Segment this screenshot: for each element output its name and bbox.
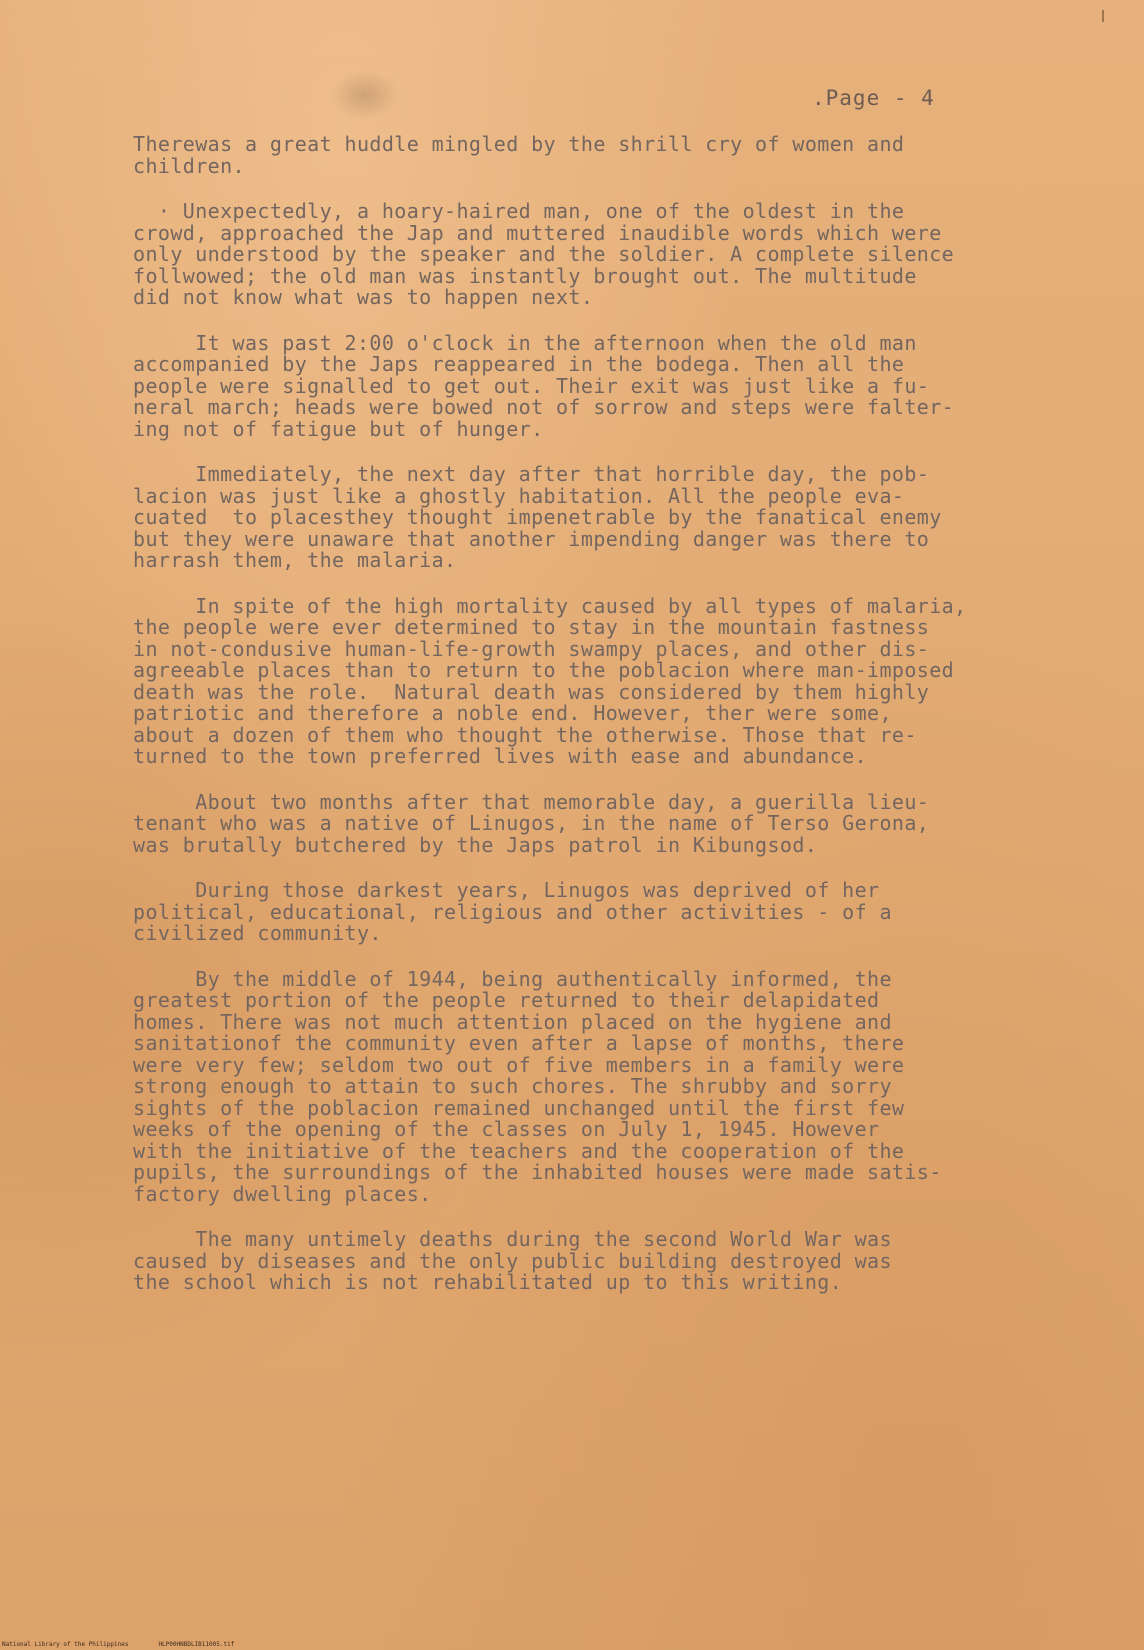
text-line: ing not of fatigue but of hunger. [133,416,544,441]
paragraph [133,464,1123,572]
text-line: During those darkest years, Linugos was deprived of her [133,878,880,902]
text-line: It was past 2:00 o'clock in the afternoon when the old man [133,330,917,355]
paragraph [133,201,1123,309]
text-line: follwowed; the old man was instantly brought out. The multitude [133,263,917,288]
footer-library: National Library of the Philippines [2,1641,129,1648]
text-line: By the middle of 1944, being authentically informed, the [133,966,892,991]
text-line: about a dozen of them who thought the otherwise. Those that re- [133,722,917,747]
text-line: sanitationof the community even after a lapse of months, there [133,1031,905,1055]
text-line: weeks of the opening of the classes on July 1, 1945. However [133,1117,880,1141]
text-line: people were signalled to get out. Their exit was just like a fu- [133,373,930,398]
scan-footer [2,1641,264,1648]
page-number: .Page - 4 [812,86,935,110]
text-line: homes. There was not much attention placed on the hygiene and [133,1009,892,1034]
text-line: strong enough to attain to such chores. The shrubby and sorry [133,1074,892,1098]
text-line: political, educational, religious and other activities - of a [133,899,892,924]
paragraph [133,330,1123,441]
text-line: accompanied by the Japs reappeared in the bodega. Then all the [133,352,905,376]
text-line: patriotic and therefore a noble end. However, ther were some, [133,701,892,725]
text-line: greatest portion of the people returned to their delapidated [133,988,880,1012]
text-line: in not-condusive human-life-growth swampy places, and other dis- [133,636,930,661]
text-line: The many untimely deaths during the second World War was [133,1227,892,1251]
text-line: death was the role. Natural death was considered by them highly [133,679,930,704]
text-line: children. [133,153,245,178]
paragraph [133,966,1123,1206]
document-body [133,134,1123,1318]
text-line: the people were ever determined to stay in the mountain fastness [133,615,930,639]
text-line: · Unexpectedly, a hoary-haired man, one of the oldest in the [133,199,905,223]
text-line: the school which is not rehabilitated up to this writing. [133,1270,843,1294]
paragraph [133,1229,1123,1294]
paragraph [133,789,1123,857]
footer-file: HLP00HNBDLIB11005.tif [158,1641,235,1648]
text-line: but they were unaware that another impending danger was there to [133,526,930,551]
text-line: did not know what was to happen next. [133,285,594,309]
text-line: tenant who was a native of Linugos, in the name of Terso Gerona, [133,811,930,835]
text-line: crowd, approached the Jap and muttered inaudible words which were [133,220,942,245]
text-line: lacion was just like a ghostly habitation. All the people eva- [133,483,905,508]
paper-stain [330,70,400,120]
paragraph [133,593,1123,768]
text-line: In spite of the high mortality caused by all types of malaria, [133,593,967,618]
text-line: with the initiative of the teachers and the cooperation of the [133,1138,905,1163]
text-line: About two months after that memorable day, a guerilla lieu- [133,789,930,814]
text-line: were very few; seldom two out of five members in a family were [133,1052,905,1077]
text-line: factory dwelling places. [133,1181,432,1206]
paragraph [133,880,1123,945]
text-line: cuated to placesthey thought impenetrable by the fanatical enemy [133,505,942,529]
text-line: Therewas a great huddle mingled by the shrill cry of women and [133,132,905,156]
text-line: civilized community. [133,921,382,945]
text-line: pupils, the surroundings of the inhabited houses were made satis- [133,1160,942,1184]
text-line: sights of the poblacion remained unchanged until the first few [133,1095,905,1120]
text-line: Immediately, the next day after that horrible day, the pob- [133,462,930,486]
text-line: neral march; heads were bowed not of sorrow and steps were falter- [133,395,955,419]
text-line: harrash them, the malaria. [133,548,457,572]
text-line: only understood by the speaker and the soldier. A complete silence [133,242,955,266]
text-line: caused by diseases and the only public building destroyed was [133,1248,892,1273]
paragraph [133,134,1123,177]
text-line: agreeable places than to return to the poblacion where man-imposed [133,658,955,682]
edge-mark [1102,10,1104,22]
text-line: turned to the town preferred lives with ease and abundance. [133,744,868,768]
text-line: was brutally butchered by the Japs patrol in Kibungsod. [133,832,818,857]
